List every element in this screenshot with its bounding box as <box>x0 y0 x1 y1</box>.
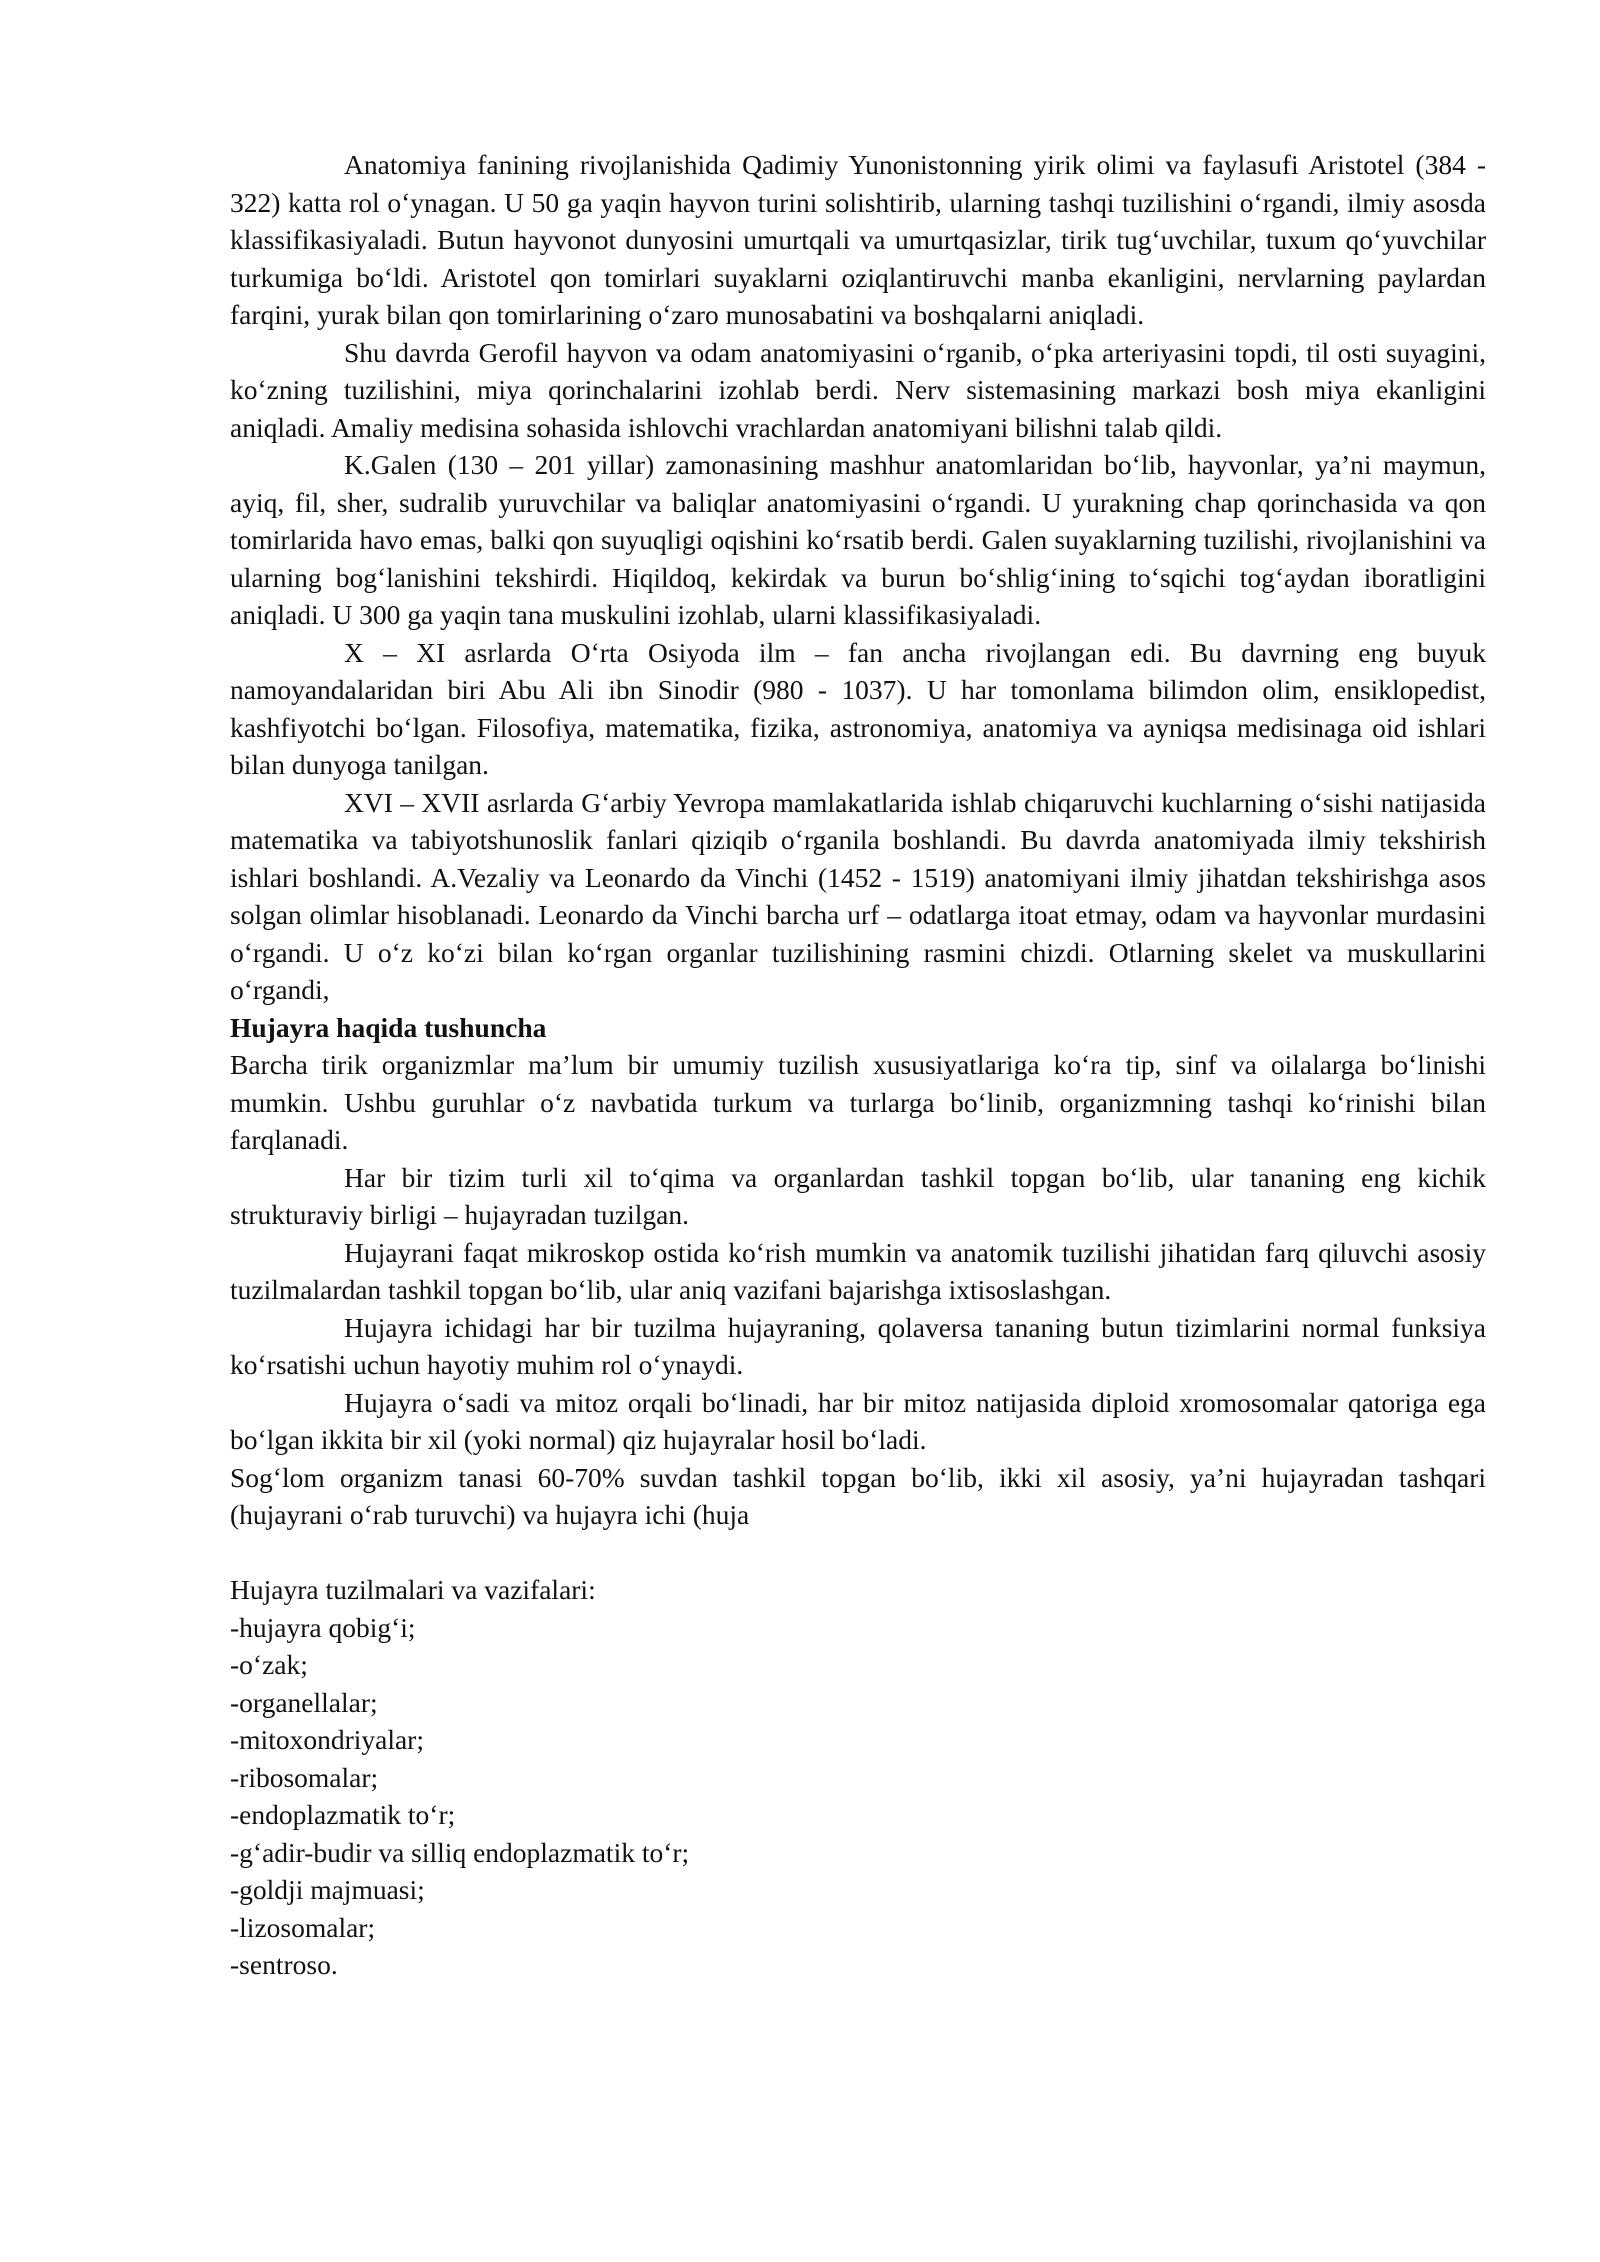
paragraph-mikroskop: Hujayrani faqat mikroskop ostida ko‘rish mumkin va anatomik tuzilishi jihatidan farq qiluvchi asosiy tuzilmalardan tashkil topgan bo‘lib, ular aniq vazifani bajarishga ixtisoslashgan. <box>230 1236 1486 1305</box>
structures-list <box>230 1609 1486 1984</box>
paragraph-tuzilma: Hujayra ichidagi har bir tuzilma hujayraning, qolaversa tananing butun tizimlarini normal funksiya ko‘rsatishi uchun hayotiy muhim rol o‘ynaydi. <box>230 1311 1486 1380</box>
list-item: -mitoxondriyalar; <box>230 1724 424 1755</box>
paragraph-ibn-sino: X – XI asrlarda O‘rta Osiyoda ilm – fan ancha rivojlangan edi. Bu davrning eng buyuk namoyandalaridan biri Abu Ali ibn Sinodir (980 - 1037). U har tomonlama bilimdon olim, ensiklopedist, kashfiyotchi bo‘lgan. Filosofiya, matematika, fizika, astronomiya, anatomiya va ayniqsa medisinaga oid ishlari bilan dunyoga tanilgan. <box>230 636 1486 780</box>
section-heading: Hujayra haqida tushuncha <box>230 1011 547 1043</box>
paragraph-aristotel: Anatomiya fanining rivojlanishida Qadimiy Yunonistonning yirik olimi va faylasufi Aristotel (384 - 322) katta rol o‘ynagan. U 50 ga yaqin hayvon turini solishtirib, ularning tashqi tuzilishini o‘rgandi, ilmiy asosda klassifikasiyaladi. Butun hayvonot dunyosini umurtqali va umurtqasizlar, tirik tug‘uvchilar, tuxum qo‘yuvchilar turkumiga bo‘ldi. Aristotel qon tomirlari suyaklarni oziqlantiruvchi manba ekanligini, nervlarning paylardan farqini, yurak bilan qon tomirlarining o‘zaro munosabatini va boshqalarni aniqladi. <box>230 149 1486 330</box>
list-item: -lizosomalar; <box>230 1911 376 1943</box>
paragraph-mitoz: Hujayra o‘sadi va mitoz orqali bo‘linadi, har bir mitoz natijasida diploid xromosomalar qatoriga ega bo‘lgan ikkita bir xil (yoki normal) qiz hujayralar hosil bo‘ladi. <box>230 1386 1486 1455</box>
paragraph-galen: K.Galen (130 – 201 yillar) zamonasining mashhur anatomlaridan bo‘lib, hayvonlar, ya’ni maymun, ayiq, fil, sher, sudralib yuruvchilar va baliqlar anatomiyasini o‘rgandi. U yurakning chap qorinchasida va qon tomirlarida havo emas, balki qon suyuqligi oqishini ko‘rsatib berdi. Galen suyaklarning tuzilishi, rivojlanishini va ularning bog‘lanishini tekshirdi. Hiqildoq, kekirdak va burun bo‘shlig‘ining to‘sqichi tog‘aydan iboratligini aniqladi. U 300 ga yaqin tana muskulini izohlab, ularni klassifikasiyaladi. <box>230 449 1486 630</box>
list-item: -sentroso. <box>230 1949 338 1980</box>
paragraph-section-intro: Barcha tirik organizmlar ma’lum bir umumiy tuzilish xususiyatlariga ko‘ra tip, sinf va oilalarga bo‘linishi mumkin. Ushbu guruhlar o‘z navbatida turkum va turlarga bo‘linib, organizmning tashqi ko‘rinishi bilan farqlanadi. <box>230 1049 1486 1155</box>
paragraph-gerofil: Shu davrda Gerofil hayvon va odam anatomiyasini o‘rganib, o‘pka arteriyasini topdi, til osti suyagini, ko‘zning tuzilishini, miya qorinchalarini izohlab berdi. Nerv sistemasining markazi bosh miya ekanligini aniqladi. Amaliy medisina sohasida ishlovchi vrachlardan anatomiyani bilishni talab qildi. <box>230 336 1486 443</box>
list-item: -goldji majmuasi; <box>230 1874 425 1905</box>
list-item: -endoplazmatik to‘r; <box>230 1799 456 1830</box>
document-page <box>230 146 1486 1984</box>
paragraph-tizim: Har bir tizim turli xil to‘qima va organlardan tashkil topgan bo‘lib, ular tananing eng kichik strukturaviy birligi – hujayradan tuzilgan. <box>230 1161 1486 1230</box>
list-item: -g‘adir-budir va silliq endoplazmatik to‘r; <box>230 1836 690 1868</box>
paragraph-suv: Sog‘lom organizm tanasi 60-70% suvdan tashkil topgan bo‘lib, ikki xil asosiy, ya’ni hujayradan tashqari (hujayrani o‘rab turuvchi) va hujayra ichi (huja <box>230 1461 1486 1530</box>
paragraph-vezaliy-leonardo: XVI – XVII asrlarda G‘arbiy Yevropa mamlakatlarida ishlab chiqaruvchi kuchlarning o‘sishi natijasida matematika va tabiyotshunoslik fanlari qiziqib o‘rganila boshlandi. Bu davrda anatomiyada ilmiy tekshirish ishlari boshlandi. A.Vezaliy va Leonardo da Vinchi (1452 - 1519) anatomiyani ilmiy jihatdan tekshirishga asos solgan olimlar hisoblanadi. Leonardo da Vinchi barcha urf – odatlarga itoat etmay, odam va hayvonlar murdasini o‘rgandi. U o‘z ko‘zi bilan ko‘rgan organlar tuzilishining rasmini chizdi. Otlarning skelet va muskullarini o‘rgandi, <box>230 786 1486 1005</box>
list-item: -o‘zak; <box>230 1649 308 1680</box>
list-item: -ribosomalar; <box>230 1761 379 1793</box>
blank-line <box>230 1534 1486 1572</box>
list-item: -hujayra qobig‘i; <box>230 1611 416 1643</box>
list-title: Hujayra tuzilmalari va vazifalari: <box>230 1574 596 1605</box>
list-item: -organellalar; <box>230 1686 378 1718</box>
